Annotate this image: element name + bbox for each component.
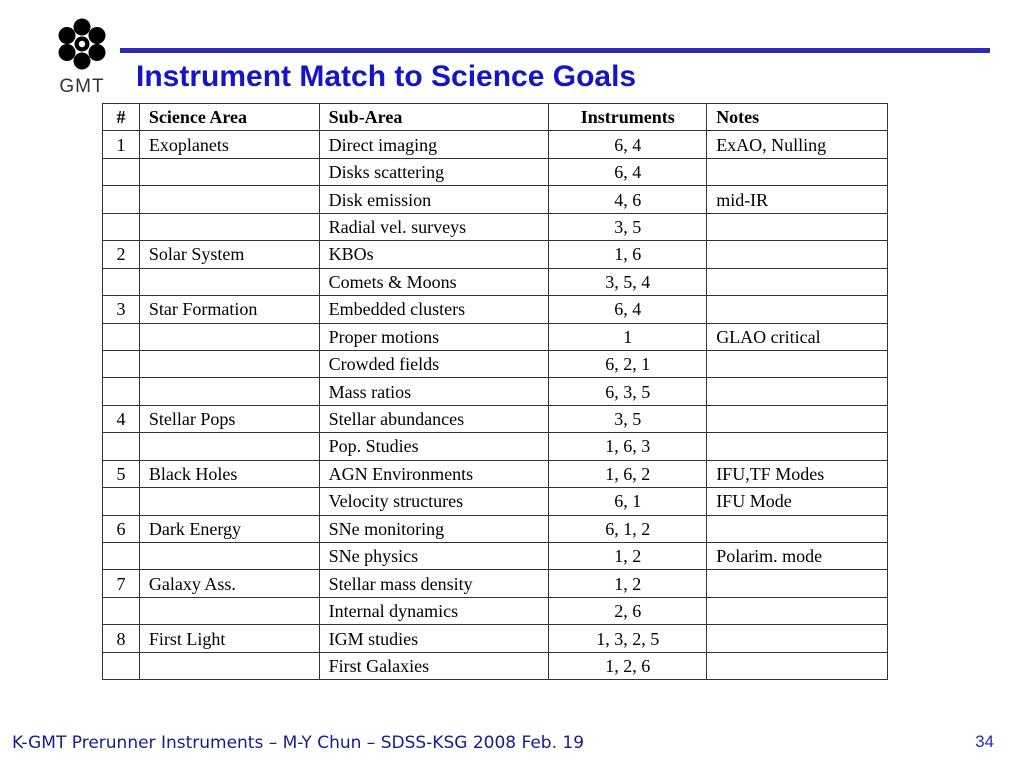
table-row	[103, 241, 888, 268]
header-instruments: Instruments	[549, 104, 707, 131]
cell-science-area: Star Formation	[139, 296, 319, 323]
cell-number: 6	[103, 515, 140, 542]
table-row	[103, 625, 888, 652]
cell-notes	[707, 268, 888, 295]
cell-science-area	[139, 652, 319, 679]
cell-instruments: 1, 2	[549, 543, 707, 570]
header-notes: Notes	[707, 104, 888, 131]
table-row	[103, 460, 888, 487]
cell-sub-area: Disks scattering	[319, 158, 549, 185]
cell-science-area	[139, 488, 319, 515]
cell-science-area: Dark Energy	[139, 515, 319, 542]
cell-instruments: 1, 2	[549, 570, 707, 597]
cell-sub-area: Stellar abundances	[319, 405, 549, 432]
cell-number	[103, 543, 140, 570]
footer-text: K-GMT Prerunner Instruments – M-Y Chun – SDSS-KSG 2008 Feb. 19	[12, 733, 585, 753]
cell-science-area: Galaxy Ass.	[139, 570, 319, 597]
cell-science-area: Stellar Pops	[139, 405, 319, 432]
cell-instruments: 6, 1, 2	[549, 515, 707, 542]
cell-instruments: 6, 2, 1	[549, 350, 707, 377]
cell-notes	[707, 515, 888, 542]
header-science-area: Science Area	[139, 104, 319, 131]
cell-sub-area: SNe physics	[319, 543, 549, 570]
cell-sub-area: AGN Environments	[319, 460, 549, 487]
cell-number	[103, 323, 140, 350]
table-row	[103, 158, 888, 185]
cell-notes	[707, 652, 888, 679]
slide-title: Instrument Match to Science Goals	[136, 60, 637, 93]
cell-number: 5	[103, 460, 140, 487]
cell-number	[103, 350, 140, 377]
cell-sub-area: Pop. Studies	[319, 433, 549, 460]
cell-sub-area: Crowded fields	[319, 350, 549, 377]
table-header-row	[103, 104, 888, 131]
cell-sub-area: SNe monitoring	[319, 515, 549, 542]
cell-notes	[707, 405, 888, 432]
cell-sub-area: Mass ratios	[319, 378, 549, 405]
cell-instruments: 6, 4	[549, 158, 707, 185]
cell-instruments: 1, 6, 3	[549, 433, 707, 460]
cell-science-area	[139, 350, 319, 377]
cell-notes: Polarim. mode	[707, 543, 888, 570]
cell-science-area	[139, 378, 319, 405]
table-row	[103, 323, 888, 350]
page-number: 34	[975, 732, 994, 751]
table-body	[103, 131, 888, 680]
cell-science-area	[139, 158, 319, 185]
gmt-logo	[44, 14, 120, 106]
cell-instruments: 1, 2, 6	[549, 652, 707, 679]
cell-notes: IFU Mode	[707, 488, 888, 515]
table-row	[103, 213, 888, 240]
cell-science-area	[139, 323, 319, 350]
cell-number	[103, 268, 140, 295]
cell-number	[103, 158, 140, 185]
table-row	[103, 597, 888, 624]
cell-notes	[707, 296, 888, 323]
cell-number: 7	[103, 570, 140, 597]
cell-notes	[707, 350, 888, 377]
cell-number	[103, 652, 140, 679]
cell-sub-area: First Galaxies	[319, 652, 549, 679]
cell-notes	[707, 570, 888, 597]
cell-sub-area: Direct imaging	[319, 131, 549, 158]
cell-number	[103, 213, 140, 240]
table-row	[103, 296, 888, 323]
cell-instruments: 1	[549, 323, 707, 350]
table-row	[103, 515, 888, 542]
cell-notes	[707, 433, 888, 460]
header-sub-area: Sub-Area	[319, 104, 549, 131]
cell-science-area: Black Holes	[139, 460, 319, 487]
cell-science-area	[139, 597, 319, 624]
cell-instruments: 6, 1	[549, 488, 707, 515]
table-row	[103, 268, 888, 295]
cell-instruments: 3, 5	[549, 213, 707, 240]
cell-notes: IFU,TF Modes	[707, 460, 888, 487]
cell-sub-area: Disk emission	[319, 186, 549, 213]
cell-number: 3	[103, 296, 140, 323]
cell-sub-area: IGM studies	[319, 625, 549, 652]
cell-number	[103, 488, 140, 515]
title-rule	[120, 48, 990, 53]
cell-science-area	[139, 543, 319, 570]
cell-notes	[707, 625, 888, 652]
cell-notes: mid-IR	[707, 186, 888, 213]
cell-sub-area: Radial vel. surveys	[319, 213, 549, 240]
cell-science-area: Solar System	[139, 241, 319, 268]
cell-science-area: Exoplanets	[139, 131, 319, 158]
cell-science-area	[139, 186, 319, 213]
table-row	[103, 131, 888, 158]
logo-text: GMT	[59, 76, 105, 97]
cell-science-area	[139, 268, 319, 295]
cell-instruments: 2, 6	[549, 597, 707, 624]
table-row	[103, 378, 888, 405]
cell-science-area: First Light	[139, 625, 319, 652]
cell-sub-area: Proper motions	[319, 323, 549, 350]
cell-number	[103, 186, 140, 213]
cell-number	[103, 378, 140, 405]
cell-instruments: 6, 3, 5	[549, 378, 707, 405]
table-row	[103, 186, 888, 213]
cell-number	[103, 433, 140, 460]
cell-sub-area: KBOs	[319, 241, 549, 268]
cell-sub-area: Embedded clusters	[319, 296, 549, 323]
cell-notes	[707, 378, 888, 405]
cell-number: 1	[103, 131, 140, 158]
gmt-flower-icon	[44, 14, 120, 76]
cell-number: 2	[103, 241, 140, 268]
cell-sub-area: Stellar mass density	[319, 570, 549, 597]
cell-notes: GLAO critical	[707, 323, 888, 350]
cell-notes	[707, 158, 888, 185]
cell-science-area	[139, 213, 319, 240]
cell-sub-area: Velocity structures	[319, 488, 549, 515]
cell-instruments: 1, 6	[549, 241, 707, 268]
cell-instruments: 1, 6, 2	[549, 460, 707, 487]
table-row	[103, 652, 888, 679]
cell-instruments: 6, 4	[549, 296, 707, 323]
cell-instruments: 6, 4	[549, 131, 707, 158]
cell-notes	[707, 241, 888, 268]
cell-instruments: 3, 5	[549, 405, 707, 432]
cell-sub-area: Comets & Moons	[319, 268, 549, 295]
table-row	[103, 433, 888, 460]
cell-number: 8	[103, 625, 140, 652]
cell-science-area	[139, 433, 319, 460]
cell-number: 4	[103, 405, 140, 432]
cell-sub-area: Internal dynamics	[319, 597, 549, 624]
science-goals-table	[102, 103, 888, 680]
cell-notes: ExAO, Nulling	[707, 131, 888, 158]
header-number: #	[103, 104, 140, 131]
table-row	[103, 405, 888, 432]
cell-instruments: 3, 5, 4	[549, 268, 707, 295]
table-row	[103, 350, 888, 377]
cell-instruments: 1, 3, 2, 5	[549, 625, 707, 652]
table-row	[103, 543, 888, 570]
table-row	[103, 570, 888, 597]
cell-instruments: 4, 6	[549, 186, 707, 213]
table-row	[103, 488, 888, 515]
cell-notes	[707, 213, 888, 240]
cell-number	[103, 597, 140, 624]
cell-notes	[707, 597, 888, 624]
